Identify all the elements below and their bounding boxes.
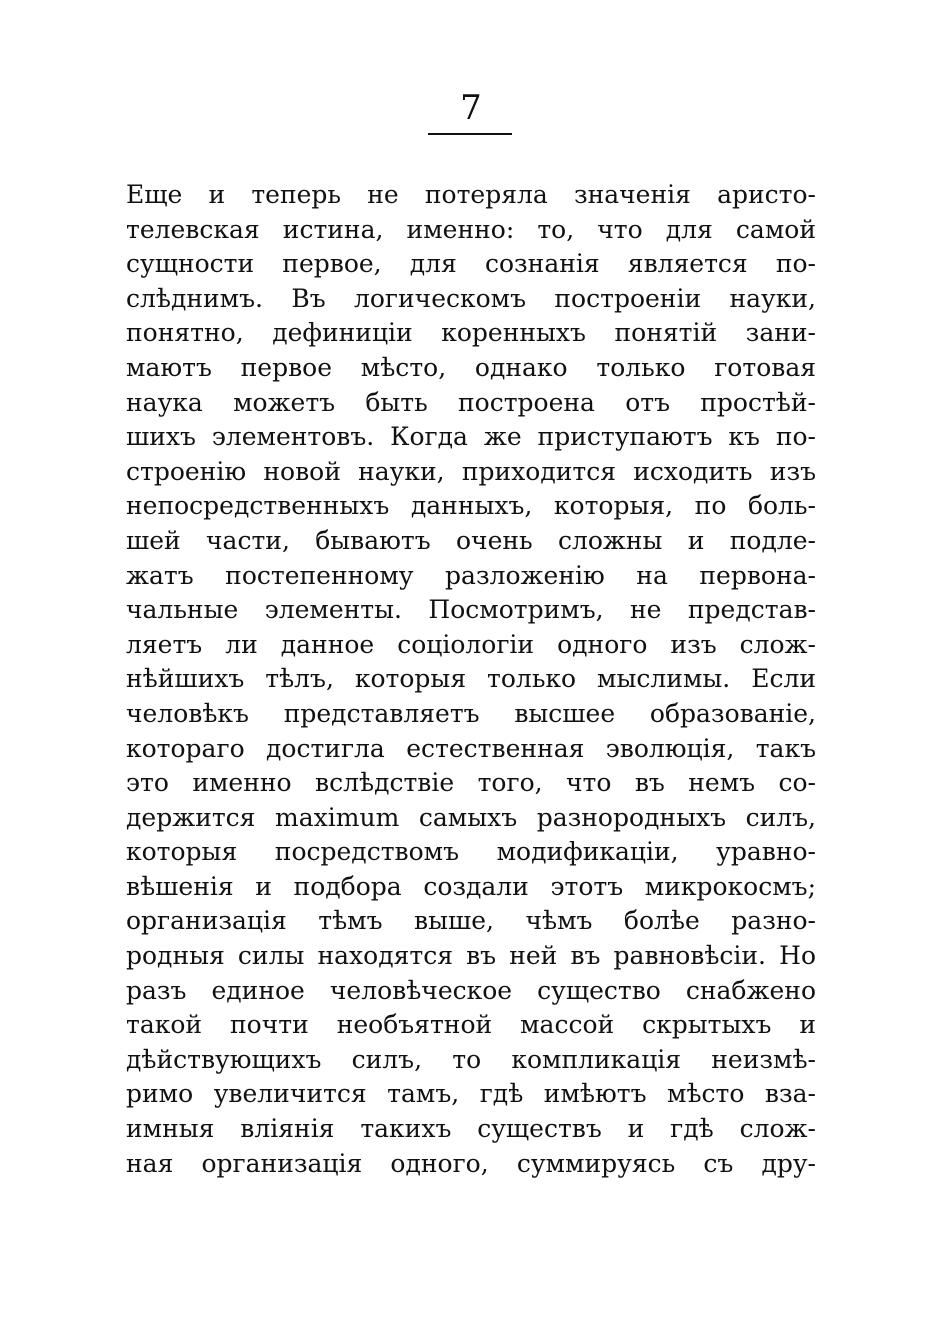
text-line: держится maximum самыхъ разнородныхъ силъ, xyxy=(126,802,816,832)
text-line: ная организація одного, суммируясь съ дру- xyxy=(126,1148,816,1178)
text-line: такой почти необъятной массой скрытыхъ и xyxy=(126,1010,816,1040)
text-line: имныя вліянія такихъ существъ и гдѣ слож- xyxy=(126,1114,816,1144)
text-line: нѣйшихъ тѣлъ, которыя только мыслимы. Если xyxy=(126,664,816,694)
text-line: шей части, бываютъ очень сложны и подле- xyxy=(126,525,816,555)
text-line: это именно вслѣдствіе того, что въ немъ со- xyxy=(126,768,816,798)
text-line: непосредственныхъ данныхъ, которыя, по боль- xyxy=(126,491,816,521)
text-line: телевская истина, именно: то, что для самой xyxy=(126,214,816,244)
text-line: шихъ элементовъ. Когда же приступаютъ къ по- xyxy=(126,422,816,452)
body-text xyxy=(126,178,816,1181)
text-line: ляетъ ли данное соціологіи одного изъ слож- xyxy=(126,629,816,659)
text-line: организація тѣмъ выше, чѣмъ болѣе разно- xyxy=(126,906,816,936)
text-line: римо увеличится тамъ, гдѣ имѣютъ мѣсто вза- xyxy=(126,1079,816,1109)
text-line: маютъ первое мѣсто, однако только готовая xyxy=(126,352,816,382)
text-line: наука можетъ быть построена отъ простѣй- xyxy=(126,387,816,417)
text-line: вѣшенія и подбора создали этотъ микрокосмъ; xyxy=(126,871,816,901)
text-line: слѣднимъ. Въ логическомъ построеніи науки, xyxy=(126,283,816,313)
text-line: родныя силы находятся въ ней въ равновѣсіи. Но xyxy=(126,941,816,971)
text-line: жатъ постепенному разложенію на первона- xyxy=(126,560,816,590)
text-line: строенію новой науки, приходится исходить изъ xyxy=(126,456,816,486)
text-line: понятно, дефиниціи коренныхъ понятій зани- xyxy=(126,318,816,348)
text-line: дѣйствующихъ силъ, то компликація неизмѣ- xyxy=(126,1044,816,1074)
header-rule xyxy=(428,133,512,135)
text-line: человѣкъ представляетъ высшее образованіе, xyxy=(126,698,816,728)
text-line: котораго достигла естественная эволюція, такъ xyxy=(126,733,816,763)
text-line: чальные элементы. Посмотримъ, не представ- xyxy=(126,595,816,625)
text-line: Еще и теперь не потеряла значенія аристо- xyxy=(126,180,816,209)
text-line: разъ единое человѣческое существо снабжено xyxy=(126,975,816,1005)
text-line: сущности первое, для сознанія является по- xyxy=(126,249,816,279)
text-line: которыя посредствомъ модификаціи, уравно- xyxy=(126,837,816,867)
page-number: 7 xyxy=(460,88,482,128)
